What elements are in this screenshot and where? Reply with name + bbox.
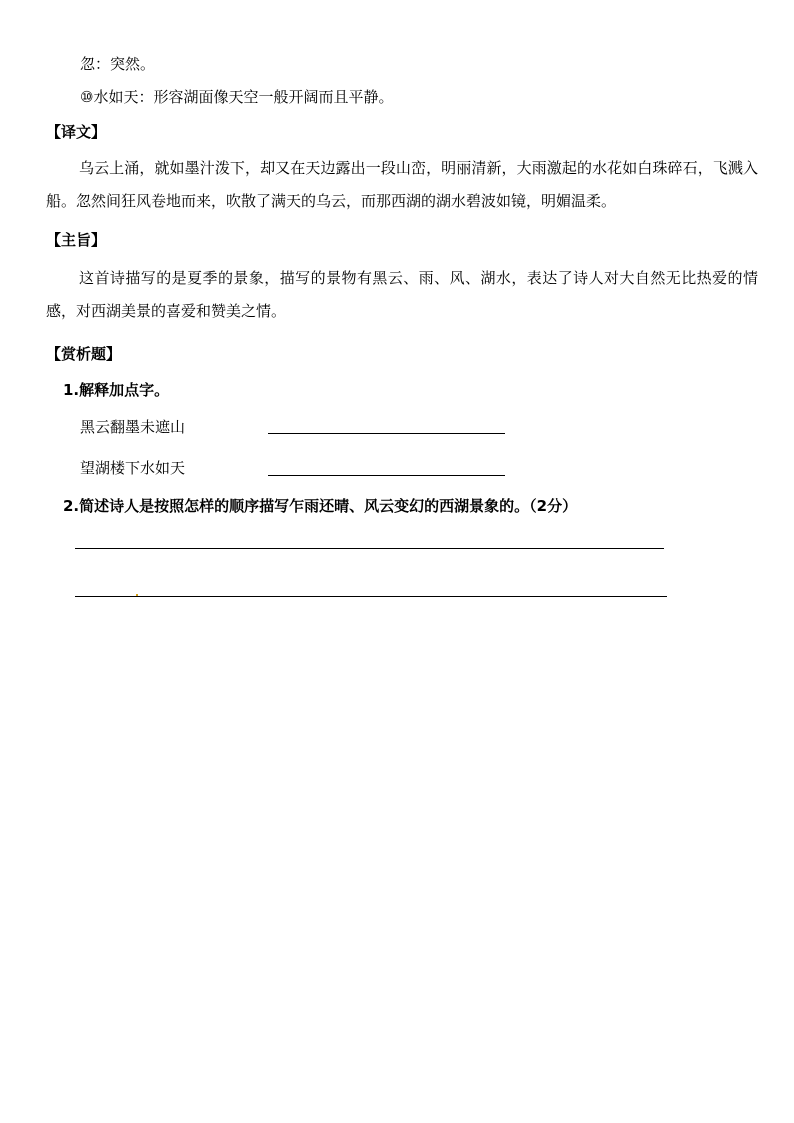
translation-heading: 【译文】	[46, 123, 107, 141]
translation-text: 乌云上涌，就如墨汁泼下，却又在天边露出一段山峦，明丽清新，大雨激起的水花如白珠碎石，飞溅入船。忽然间狂风卷地而来，吹散了满天的乌云，而那西湖的湖水碧波如镜，明媚温柔。	[46, 159, 758, 210]
answer-line-1[interactable]	[75, 548, 664, 549]
theme-heading: 【主旨】	[46, 231, 107, 249]
question-2-prompt: 2.简述诗人是按照怎样的顺序描写乍雨还晴、风云变幻的西湖景象的。（2分）	[63, 497, 578, 515]
note-10: ⑩水如天：形容湖面像天空一般开阔而且平静。	[80, 88, 394, 106]
answer-blank-2[interactable]	[268, 475, 505, 476]
theme-text: 这首诗描写的是夏季的景象，描写的景物有黑云、雨、风、湖水，表达了诗人对大自然无比热爱的情感，对西湖美景的喜爱和赞美之情。	[46, 269, 758, 320]
stray-mark	[136, 594, 138, 596]
answer-line-2[interactable]	[75, 596, 667, 597]
question-1-prompt: 1.解释加点字。	[63, 381, 170, 399]
question-1-item-2: 望湖楼下水如天	[80, 459, 186, 477]
note-9: 忽：突然。	[80, 55, 156, 73]
question-1-item-1: 黑云翻墨未遮山	[80, 418, 186, 436]
answer-blank-1[interactable]	[268, 433, 505, 434]
appreciation-heading: 【赏析题】	[46, 345, 122, 363]
